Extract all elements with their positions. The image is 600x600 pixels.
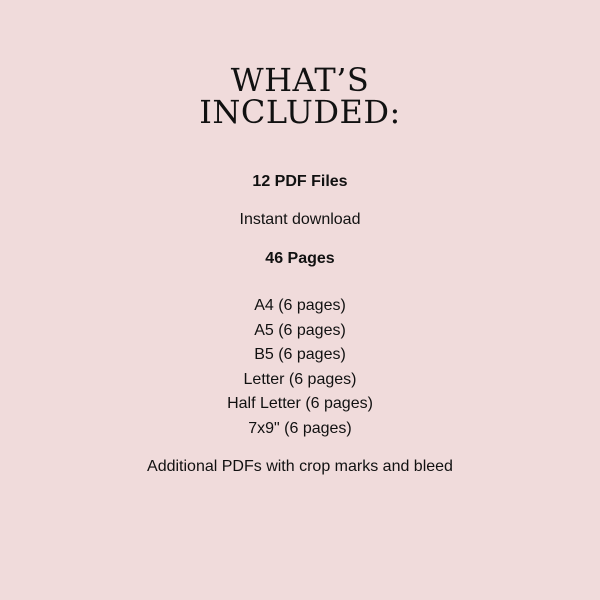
title-line-1: WHAT’S [230,61,370,99]
pdf-files-count: 12 PDF Files [252,173,348,190]
additional-pdfs-text: Additional PDFs with crop marks and bleed [147,458,453,475]
title-line-2: INCLUDED: [199,93,401,131]
instant-download-text: Instant download [239,211,361,228]
size-letter: Letter (6 pages) [243,370,357,388]
page-title [0,61,600,131]
size-7x9: 7x9" (6 pages) [248,419,352,437]
size-half-letter: Half Letter (6 pages) [227,395,373,412]
page-size-list [0,294,600,441]
size-b5: B5 (6 pages) [254,346,346,363]
size-a4: A4 (6 pages) [254,297,346,314]
size-a5: A5 (6 pages) [254,321,346,339]
page-count: 46 Pages [265,250,335,267]
